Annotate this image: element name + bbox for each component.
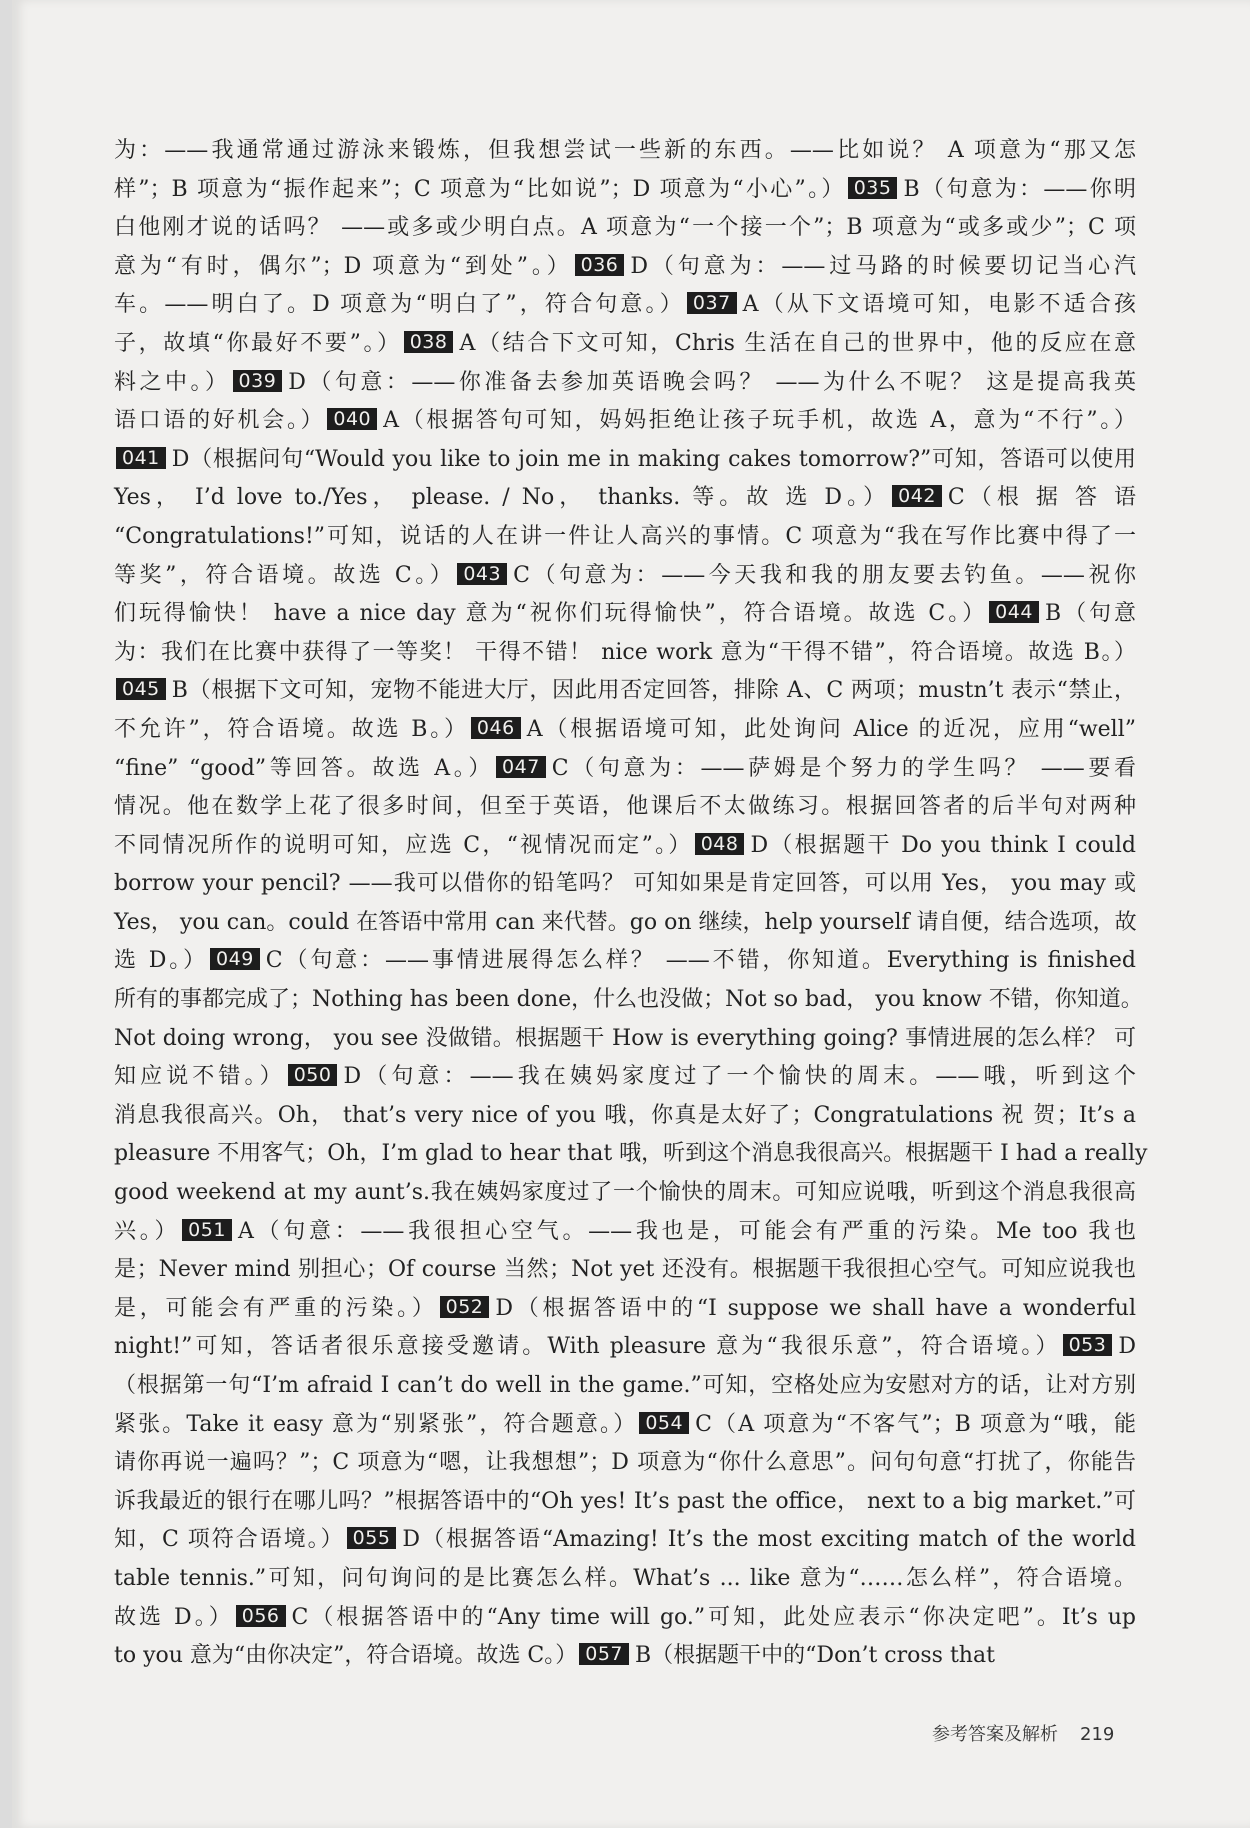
text-line — [114, 171, 1136, 210]
question-number-badge: 051 — [182, 1219, 232, 1241]
text-line — [114, 1444, 1136, 1483]
text-line — [114, 1367, 1136, 1406]
text-run: C（句意为：——今天我和我的朋友要去钓鱼。——祝你 — [513, 562, 1136, 588]
text-run: A（根据语境可知，此处询问 Alice 的近况，应用“well” — [526, 716, 1136, 742]
text-run: C（句意为：——萨姆是个努力的学生吗？ ——要看 — [551, 755, 1136, 781]
text-run: “fine” “good”等回答。故选 A。） — [114, 755, 495, 781]
text-line — [114, 248, 1136, 287]
question-number-badge: 054 — [639, 1412, 689, 1434]
text-run: 紧张。Take it easy 意为“别紧张”，符合题意。） — [114, 1411, 638, 1437]
footer-section-title: 参考答案及解析 — [932, 1724, 1058, 1745]
text-line — [114, 1174, 1136, 1213]
text-line — [114, 1135, 1148, 1174]
text-run: A（结合下文可知，Chris 生活在自己的世界中，他的反应在意 — [459, 330, 1137, 356]
page-number: 219 — [1080, 1724, 1115, 1745]
text-run: A（句意：——我很担心空气。——我也是，可能会有严重的污染。Me too 我也 — [237, 1218, 1136, 1244]
text-line — [114, 827, 1136, 866]
text-run: A（从下文语境可知，电影不适合孩 — [742, 292, 1136, 318]
text-run: D（根据问句“Would you like to join me in making cakes tomorrow?”可知，答语可以使用 — [171, 446, 1136, 472]
text-line — [114, 209, 1136, 248]
text-run: D（根据答语“Amazing! It’s the most exciting match of the world — [402, 1527, 1136, 1553]
question-number-badge: 044 — [989, 601, 1039, 623]
question-number-badge: 035 — [848, 177, 898, 199]
text-run: Yes， you can。could 在答语中常用 can 来代替。go on 继续，help yourself 请自便，结合选项，故 — [114, 909, 1137, 935]
text-run: 诉我最近的银行在哪儿吗？”根据答语中的“Oh yes! It’s past the office， next to a big market.”可 — [114, 1488, 1136, 1514]
text-run: 知，C 项符合语境。） — [114, 1527, 345, 1553]
text-run: good weekend at my aunt’s.我在姨妈家度过了一个愉快的周末。可知应说哦，听到这个消息我很高 — [114, 1180, 1136, 1206]
text-run: 语口语的好机会。） — [114, 408, 326, 434]
text-run: 所有的事都完成了；Nothing has been done，什么也没做；Not so bad， you know 不错，你知道。 — [114, 987, 1143, 1013]
question-number-badge: 039 — [233, 370, 283, 392]
text-run: “Congratulations!”可知，说话的人在讲一件让人高兴的事情。C 项意为“我在写作比赛中得了一 — [114, 523, 1136, 549]
question-number-badge: 050 — [288, 1064, 338, 1086]
question-number-badge: 057 — [579, 1643, 629, 1665]
question-number-badge: 042 — [892, 485, 942, 507]
text-run: 们玩得愉快！ have a nice day 意为“祝你们玩得愉快”，符合语境。故选 C。） — [114, 601, 988, 627]
text-run: 为：我们在比赛中获得了一等奖！ 干得不错！ nice work 意为“干得不错”，符合语境。故选 B。） — [114, 639, 1136, 665]
text-line — [114, 1521, 1136, 1560]
text-line — [114, 479, 1136, 518]
question-number-badge: 056 — [236, 1605, 286, 1627]
question-number-badge: 036 — [575, 254, 625, 276]
text-line — [114, 1328, 1136, 1367]
text-line — [114, 942, 1136, 981]
text-run: 消息我很高兴。Oh， that’s very nice of you 哦，你真是太好了；Congratulations 祝 贺；It’s a — [114, 1102, 1136, 1128]
question-number-badge: 053 — [1063, 1334, 1113, 1356]
text-run: 选 D。） — [114, 948, 209, 974]
question-number-badge: 047 — [496, 756, 546, 778]
text-line — [114, 132, 1136, 171]
text-run: D（句意为：——过马路的时候要切记当心汽 — [630, 253, 1136, 279]
text-run: Not doing wrong， you see 没做错。根据题干 How is everything going? 事情进展的怎么样？ 可 — [114, 1025, 1136, 1051]
text-line — [114, 750, 1136, 789]
text-run: pleasure 不用客气；Oh，I’m glad to hear that 哦，听到这个消息我很高兴。根据题干 I had a really — [114, 1141, 1148, 1167]
question-number-badge: 046 — [471, 717, 521, 739]
text-line — [114, 595, 1136, 634]
text-run: 兴。） — [114, 1218, 181, 1244]
question-number-badge: 055 — [347, 1527, 397, 1549]
question-number-badge: 048 — [695, 833, 745, 855]
text-line — [114, 1020, 1136, 1059]
text-line — [114, 402, 1136, 441]
text-run: table tennis.”可知，问句询问的是比赛怎么样。What’s ... like 意为“……怎么样”，符合语境。 — [114, 1565, 1136, 1591]
text-line — [114, 1058, 1136, 1097]
question-number-badge: 038 — [404, 331, 454, 353]
text-run: 意为“有时，偶尔”；D 项意为“到处”。） — [114, 253, 573, 279]
text-run: C（A 项意为“不客气”；B 项意为“哦，能 — [695, 1411, 1136, 1437]
text-run: B（句意为：——你明 — [903, 176, 1136, 202]
text-line — [114, 1290, 1136, 1329]
text-run: B（根据题干中的“Don’t cross that — [635, 1643, 995, 1669]
text-line — [114, 1560, 1136, 1599]
text-line — [114, 904, 1136, 943]
question-number-badge: 045 — [116, 678, 166, 700]
text-line — [114, 518, 1136, 557]
text-run: 料之中。） — [114, 369, 231, 395]
text-run: D（根据答语中的“I suppose we shall have a wonderful — [495, 1295, 1136, 1321]
text-run: D（句意：——你准备去参加英语晚会吗？ ——为什么不呢？ 这是提高我英 — [288, 369, 1136, 395]
text-run: D（根据题干 Do you think I could — [750, 832, 1136, 858]
text-run: 车。——明白了。D 项意为“明白了”，符合句意。） — [114, 292, 685, 318]
text-line — [114, 1406, 1136, 1445]
question-number-badge: 043 — [457, 563, 507, 585]
text-line — [114, 981, 1143, 1020]
text-run: 不允许”，符合语境。故选 B。） — [114, 716, 469, 742]
question-number-badge: 037 — [687, 292, 737, 314]
text-run: A（根据答句可知，妈妈拒绝让孩子玩手机，故选 A，意为“不行”。） — [383, 408, 1136, 434]
text-run: C（句意：——事情进展得怎么样？ ——不错，你知道。Everything is finished — [265, 948, 1136, 974]
text-line — [114, 788, 1136, 827]
text-line — [114, 711, 1136, 750]
text-line — [114, 1251, 1136, 1290]
text-run: 为：——我通常通过游泳来锻炼，但我想尝试一些新的东西。——比如说？ A 项意为“那又怎 — [114, 138, 1136, 163]
text-run: 等奖”，符合语境。故选 C。） — [114, 562, 456, 588]
text-line — [114, 286, 1136, 325]
text-run: B（句意 — [1044, 601, 1137, 627]
text-run: 子，故填“你最好不要”。） — [114, 330, 402, 356]
text-run: 不同情况所作的说明可知，应选 C，“视情况而定”。） — [114, 832, 693, 858]
text-line — [114, 634, 1136, 673]
text-line — [114, 865, 1136, 904]
text-run: borrow your pencil? ——我可以借你的铅笔吗？ 可知如果是肯定回答，可以用 Yes， you may 或 — [114, 871, 1136, 897]
text-line — [114, 1637, 1136, 1676]
text-run: 请你再说一遍吗？”；C 项意为“嗯，让我想想”；D 项意为“你什么意思”。问句句意“打扰了，你能告 — [114, 1450, 1136, 1476]
text-run: 是；Never mind 别担心；Of course 当然；Not yet 还没有。根据题干我很担心空气。可知应说我也 — [114, 1257, 1136, 1283]
page-footer — [932, 1720, 1114, 1746]
text-run: 知应说不错。） — [114, 1064, 286, 1090]
text-line — [114, 441, 1136, 480]
text-run: （根据第一句“I’m afraid I can’t do well in the game.”可知，空格处应为安慰对方的话，让对方别 — [114, 1373, 1136, 1398]
text-line — [114, 672, 1136, 711]
text-run: C（根 据 答 语 — [947, 485, 1136, 511]
text-run: 是，可能会有严重的污染。） — [114, 1295, 438, 1321]
answer-explanation-text — [114, 132, 1148, 1676]
text-run: D — [1118, 1334, 1136, 1360]
text-line — [114, 1599, 1136, 1638]
text-line — [114, 1483, 1136, 1522]
text-run: 样”；B 项意为“振作起来”；C 项意为“比如说”；D 项意为“小心”。） — [114, 176, 846, 202]
text-run: D（句意：——我在姨妈家度过了一个愉快的周末。——哦，听到这个 — [343, 1064, 1136, 1090]
text-line — [114, 557, 1136, 596]
text-line — [114, 325, 1136, 364]
text-run: night!”可知，答话者很乐意接受邀请。With pleasure 意为“我很乐意”，符合语境。） — [114, 1334, 1061, 1360]
question-number-badge: 040 — [327, 408, 377, 430]
text-run: C（根据答语中的“Any time will go.”可知，此处应表示“你决定吧”。It’s up — [291, 1604, 1136, 1630]
text-run: Yes， I’d love to./Yes， please. / No， thanks. 等。故 选 D。） — [114, 485, 891, 511]
page — [12, 0, 1250, 1828]
text-line — [114, 1097, 1136, 1136]
text-run: to you 意为“由你决定”，符合语境。故选 C。） — [114, 1643, 578, 1669]
text-run: B（根据下文可知，宠物不能进大厅，因此用否定回答，排除 A、C 两项；mustn’t 表示“禁止， — [171, 678, 1136, 704]
question-number-badge: 052 — [440, 1296, 490, 1318]
text-line — [114, 364, 1136, 403]
question-number-badge: 049 — [210, 948, 260, 970]
text-run: 白他刚才说的话吗？ ——或多或少明白点。A 项意为“一个接一个”；B 项意为“或多或少”；C 项 — [114, 215, 1136, 241]
text-run: 情况。他在数学上花了很多时间，但至于英语，他课后不太做练习。根据回答者的后半句对两种 — [114, 794, 1136, 820]
text-run: 故选 D。） — [114, 1604, 234, 1630]
question-number-badge: 041 — [116, 447, 166, 469]
text-line — [114, 1213, 1136, 1252]
